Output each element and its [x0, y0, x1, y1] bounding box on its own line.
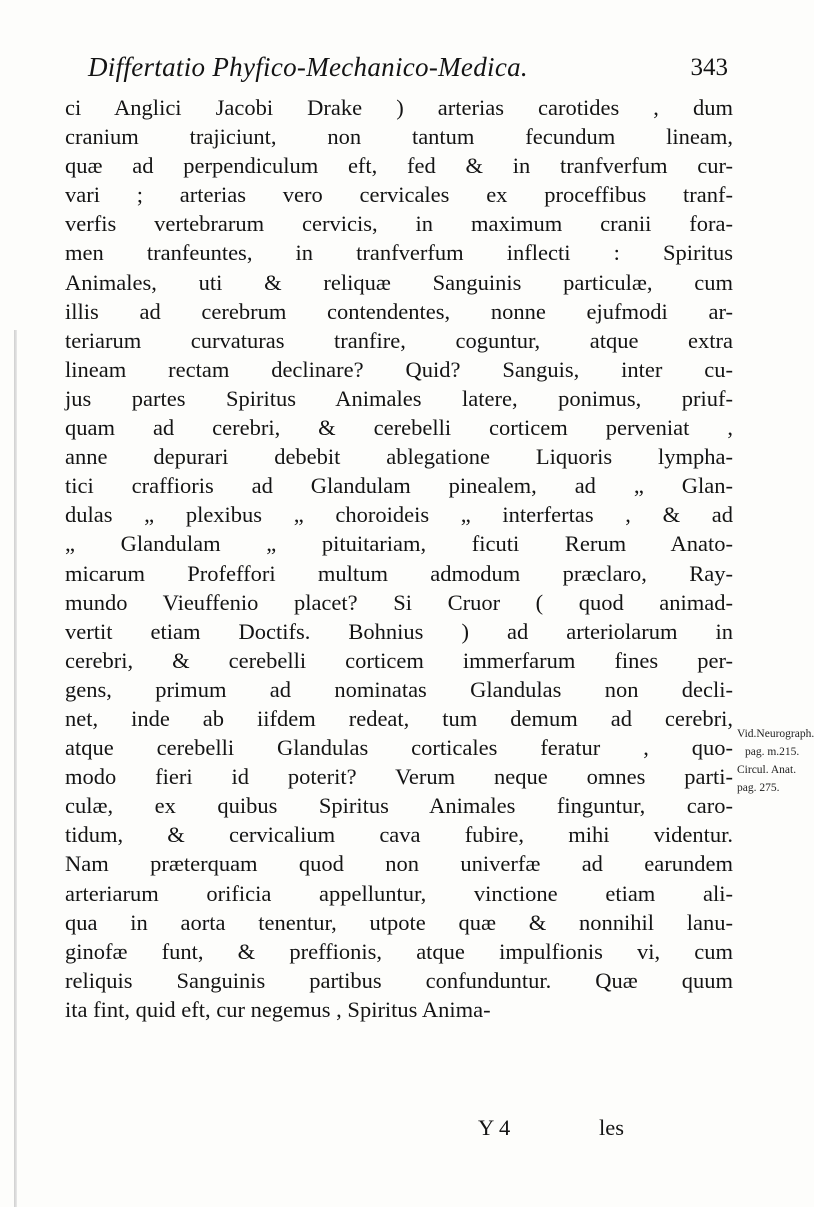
text-line: Animales, uti & reliquæ Sanguinis particulæ, cum [65, 269, 733, 295]
margin-note-line: pag. m.215. [745, 746, 800, 758]
text-line: lineam rectam declinare? Quid? Sanguis, inter cu- [65, 356, 733, 382]
text-line: mundo Vieuffenio placet? Si Cruor ( quod animad- [65, 589, 733, 615]
text-line: cerebri, & cerebelli corticem immerfarum fines per- [65, 647, 733, 673]
text-line: ginofæ funt, & preffionis, atque impulfionis vi, cum [65, 938, 733, 964]
catchword: les [599, 1115, 624, 1140]
text-line: tidum, & cervicalium cava fubire, mihi videntur. [65, 822, 733, 848]
text-line: men tranfeuntes, in tranfverfum inflecti : Spiritus [65, 240, 733, 266]
text-line: tici craffioris ad Glandulam pinealem, ad „ Glan- [65, 473, 733, 499]
text-line: quæ ad perpendiculum eft, fed & in tranfverfum cur- [65, 153, 733, 179]
text-line: qua in aorta tenentur, utpote quæ & nonnihil lanu- [65, 909, 733, 935]
text-line: reliquis Sanguinis partibus confunduntur. Quæ quum [65, 967, 733, 993]
margin-note-line: Vid.Neurograph. [737, 728, 814, 740]
text-line: dulas „ plexibus „ choroideis „ interfertas , & ad [65, 502, 733, 528]
text-line: vari ; arterias vero cervicales ex proceffibus tranf- [65, 182, 733, 208]
signature-mark: Y 4 [478, 1115, 511, 1140]
text-line: arteriarum orificia appelluntur, vinctione etiam ali- [65, 880, 733, 906]
text-line: modo fieri id poterit? Verum neque omnes parti- [65, 764, 733, 790]
text-line: culæ, ex quibus Spiritus Animales finguntur, caro- [65, 793, 733, 819]
text-line: vertit etiam Doctifs. Bohnius ) ad arteriolarum in [65, 618, 733, 644]
text-line: teriarum curvaturas tranfire, coguntur, atque extra [65, 327, 733, 353]
catchline [0, 1115, 801, 1145]
text-line: Nam præterquam quod non univerfæ ad earundem [65, 851, 733, 877]
text-line: anne depurari debebit ablegatione Liquoris lympha- [65, 444, 733, 470]
page-gutter-shadow [14, 330, 17, 1207]
running-title: Differtatio Phyfico-Mechanico-Medica. [88, 52, 528, 82]
text-line: ita fint, quid eft, cur negemus , Spiritus Anima- [65, 996, 491, 1022]
body-text [65, 93, 733, 1024]
text-line: ci Anglici Jacobi Drake ) arterias carotides , dum [65, 95, 733, 120]
text-line: net, inde ab iifdem redeat, tum demum ad cerebri, [65, 705, 733, 731]
text-line: „ Glandulam „ pituitariam, ficuti Rerum Anato- [65, 531, 733, 557]
text-line: gens, primum ad nominatas Glandulas non decli- [65, 676, 733, 702]
margin-note-line: Circul. Anat. [737, 764, 797, 776]
text-line: quam ad cerebri, & cerebelli corticem perveniat , [65, 415, 733, 441]
margin-note [737, 725, 814, 797]
text-line: cranium trajiciunt, non tantum fecundum lineam, [65, 124, 733, 150]
text-line: jus partes Spiritus Animales latere, ponimus, priuf- [65, 385, 733, 411]
page-number: 343 [690, 54, 728, 81]
page-header [88, 52, 728, 92]
text-line: atque cerebelli Glandulas corticales feratur , quo- [65, 735, 733, 761]
text-line: micarum Profeffori multum admodum præclaro, Ray- [65, 560, 733, 586]
margin-note-line: pag. 275. [737, 782, 780, 794]
text-line: verfis vertebrarum cervicis, in maximum cranii fora- [65, 211, 733, 237]
text-line: illis ad cerebrum contendentes, nonne ejufmodi ar- [65, 298, 733, 324]
